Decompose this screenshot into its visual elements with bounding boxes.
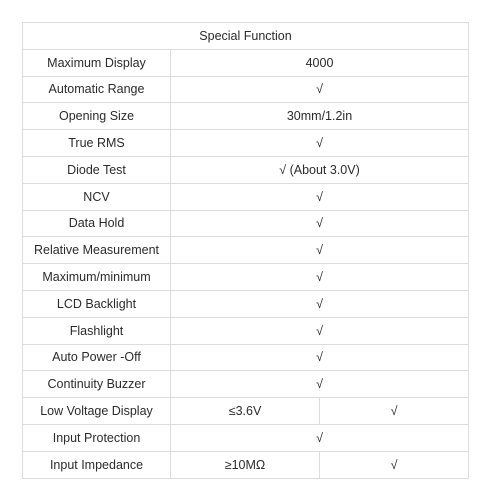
table-row bbox=[23, 156, 469, 183]
row-label: LCD Backlight bbox=[23, 290, 171, 317]
row-label: NCV bbox=[23, 183, 171, 210]
row-label: Data Hold bbox=[23, 210, 171, 237]
table-row bbox=[23, 103, 469, 130]
row-label: Low Voltage Display bbox=[23, 398, 171, 425]
row-value: √ (About 3.0V) bbox=[171, 156, 469, 183]
row-label: Auto Power -Off bbox=[23, 344, 171, 371]
row-label: Flashlight bbox=[23, 317, 171, 344]
row-value: √ bbox=[171, 344, 469, 371]
row-value: √ bbox=[171, 183, 469, 210]
row-value-right: √ bbox=[320, 451, 469, 478]
row-label: Opening Size bbox=[23, 103, 171, 130]
row-label: Automatic Range bbox=[23, 76, 171, 103]
table-row bbox=[23, 49, 469, 76]
row-value: 4000 bbox=[171, 49, 469, 76]
row-label: Input Protection bbox=[23, 424, 171, 451]
row-label: Relative Measurement bbox=[23, 237, 171, 264]
row-label: Input Impedance bbox=[23, 451, 171, 478]
table-row bbox=[23, 183, 469, 210]
row-value: √ bbox=[171, 130, 469, 157]
row-value-left: ≤3.6V bbox=[171, 398, 320, 425]
row-value: 30mm/1.2in bbox=[171, 103, 469, 130]
table-row bbox=[23, 130, 469, 157]
row-value: √ bbox=[171, 317, 469, 344]
spec-table bbox=[22, 22, 469, 479]
row-value: √ bbox=[171, 237, 469, 264]
row-value: √ bbox=[171, 264, 469, 291]
table-row bbox=[23, 451, 469, 478]
table-row bbox=[23, 210, 469, 237]
row-value: √ bbox=[171, 424, 469, 451]
row-value-left: ≥10MΩ bbox=[171, 451, 320, 478]
row-label: Continuity Buzzer bbox=[23, 371, 171, 398]
row-label: Maximum Display bbox=[23, 49, 171, 76]
row-label: True RMS bbox=[23, 130, 171, 157]
table-row bbox=[23, 264, 469, 291]
row-label: Maximum/minimum bbox=[23, 264, 171, 291]
table-header-row bbox=[23, 23, 469, 50]
table-row bbox=[23, 424, 469, 451]
row-value: √ bbox=[171, 290, 469, 317]
row-value: √ bbox=[171, 210, 469, 237]
table-row bbox=[23, 76, 469, 103]
table-row bbox=[23, 237, 469, 264]
row-value-right: √ bbox=[320, 398, 469, 425]
row-value: √ bbox=[171, 371, 469, 398]
table-row bbox=[23, 371, 469, 398]
table-row bbox=[23, 398, 469, 425]
table-row bbox=[23, 317, 469, 344]
row-label: Diode Test bbox=[23, 156, 171, 183]
table-row bbox=[23, 344, 469, 371]
row-value: √ bbox=[171, 76, 469, 103]
table-header: Special Function bbox=[23, 23, 469, 50]
table-row bbox=[23, 290, 469, 317]
